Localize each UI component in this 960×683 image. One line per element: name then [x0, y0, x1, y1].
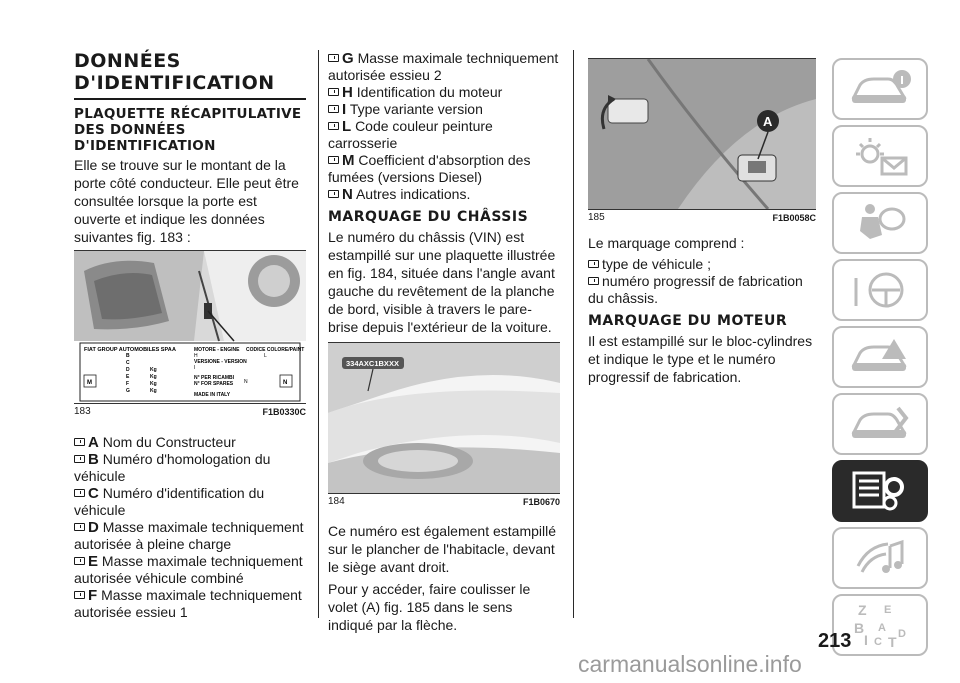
technical-data-icon: [848, 469, 912, 513]
list-item: [328, 84, 560, 101]
plate-letter-h: H: [194, 353, 198, 359]
tab-dashboard-lights[interactable]: [832, 125, 928, 187]
tab-safety[interactable]: [832, 192, 928, 254]
item-letter: I: [342, 101, 347, 118]
plate-made-in: MADE IN ITALY: [194, 392, 231, 398]
bullet-icon: [328, 88, 339, 96]
bullet-icon: [74, 523, 85, 531]
item-text: Identification du moteur: [356, 84, 503, 100]
maintenance-icon: [848, 402, 912, 446]
figure-185: [588, 58, 816, 210]
plate-header: FIAT GROUP AUTOMOBILES SPA: [84, 347, 172, 353]
plate-letter-n: N: [283, 380, 288, 386]
list-item: [328, 152, 560, 186]
figure-185-caption: [588, 210, 816, 224]
bullet-icon: [328, 54, 339, 62]
plate-letter: F: [126, 381, 130, 387]
intro-paragraph: Elle se trouve sur le montant de la porte côté conducteur. Elle peut être consultée lorsque la porte est ouverte et indique les données suivantes fig. 183 :: [74, 157, 299, 245]
item-text: Numéro d'homologation du véhicule: [74, 451, 271, 484]
steering-wheel-icon: [848, 268, 912, 312]
plate-letter: G: [126, 388, 130, 394]
figure-code: F1B0670: [522, 497, 560, 507]
bullet-icon: [588, 260, 599, 268]
list-item: [588, 273, 816, 307]
index-letter: I: [864, 632, 868, 648]
car-info-icon: [848, 67, 912, 111]
bullet-icon: [74, 489, 85, 497]
tab-technical-data[interactable]: [832, 460, 928, 522]
item-letter: N: [342, 186, 353, 203]
marking-list: [588, 256, 816, 307]
bullet-icon: [328, 105, 339, 113]
item-text: Masse maximale techniquement autorisée véhicule combiné: [74, 553, 303, 586]
item-text: numéro progressif de fabrication du châssis.: [588, 273, 803, 306]
index-letter: C: [874, 636, 882, 648]
figure-code: F1B0058C: [772, 213, 816, 223]
plate-letter: E: [126, 374, 130, 380]
plate-letter: D: [126, 367, 130, 373]
item-text: Autres indications.: [355, 186, 471, 202]
tab-breakdown[interactable]: [832, 326, 928, 388]
plate-kg: Kg: [150, 367, 157, 373]
plate-kg: Kg: [150, 388, 157, 394]
item-letter: G: [342, 50, 354, 67]
index-letter: B: [854, 620, 865, 636]
floor-flap-illustration: [588, 59, 816, 209]
plate-letter-l: L: [264, 353, 267, 359]
item-letter: H: [342, 84, 353, 101]
plate-letter-i: I: [194, 365, 196, 371]
list-item: [328, 101, 560, 118]
heading-engine-marking: MARQUAGE DU MOTEUR: [588, 313, 788, 329]
chassis-paragraph: Le numéro du châssis (VIN) est estampillé sur une plaquette illustrée en fig. 184, située dans l'angle avant gauche du revêtement de la planche de bord, visible à travers le pare-brise depuis l'extérieur de la voiture.: [328, 229, 556, 335]
plate-paint-label: CODICE COLORE/PAINT: [246, 347, 305, 353]
item-letter: C: [88, 485, 99, 502]
item-text: Coefficient d'absorption des fumées (versions Diesel): [328, 152, 531, 185]
bullet-icon: [74, 557, 85, 565]
plate-kg: Kg: [150, 374, 157, 380]
figure-number: 184: [328, 496, 345, 507]
heading-chassis-marking: MARQUAGE DU CHÂSSIS: [328, 209, 529, 225]
figure-183: [74, 250, 306, 404]
floor-marking-paragraph: Ce numéro est également estampillé sur le plancher de l'habitacle, devant le siège avant droit.: [328, 523, 557, 575]
item-letter: M: [342, 152, 355, 169]
plate-spares-en: N° FOR SPARES: [194, 381, 234, 387]
bullet-icon: [74, 438, 85, 446]
breakdown-icon: [848, 335, 912, 379]
item-text: Masse maximale techniquement autorisée à pleine charge: [74, 519, 304, 552]
bullet-icon: [588, 277, 599, 285]
windscreen-vin-illustration: [328, 343, 560, 493]
item-letter: B: [88, 451, 99, 468]
plate-letter-n-inner: N: [244, 379, 248, 385]
bullet-icon: [328, 122, 339, 130]
plate-spares-it: N° PER RICAMBI: [194, 375, 235, 381]
plate-letter-m: M: [87, 380, 92, 386]
plate-data-list-continued: [328, 50, 560, 203]
item-text: Masse maximale techniquement autorisée essieu 1: [74, 587, 302, 620]
figure-code: F1B0330C: [262, 407, 306, 417]
subheading-plate: PLAQUETTE RÉCAPITULATIVE DES DONNÉES D'IDENTIFICATION: [74, 106, 302, 154]
bullet-icon: [328, 190, 339, 198]
plate-kg: Kg: [150, 381, 157, 387]
engine-marking-paragraph: Il est estampillé sur le bloc-cylindres et indique le type et le numéro progressif de fabrication.: [588, 333, 813, 385]
item-letter: A: [88, 434, 99, 451]
index-letter: Z: [858, 602, 867, 618]
tab-car-info[interactable]: [832, 58, 928, 120]
heading-divider: [74, 98, 306, 100]
plate-letter-a: A: [172, 347, 176, 353]
list-item: [588, 256, 816, 273]
bullet-icon: [74, 455, 85, 463]
list-item: [328, 118, 560, 152]
tab-driving[interactable]: [832, 259, 928, 321]
figure-184-caption: [328, 494, 560, 508]
item-text: Nom du Constructeur: [102, 434, 236, 450]
callout-letter: A: [763, 114, 773, 129]
page-heading: DONNÉES D'IDENTIFICATION: [74, 50, 275, 94]
item-text: type de véhicule ;: [602, 256, 711, 272]
plate-letter: C: [126, 360, 130, 366]
list-item: [74, 587, 306, 621]
item-text: Numéro d'identification du véhicule: [74, 485, 265, 518]
watermark: carmanualsonline.info: [578, 651, 802, 677]
plate-data-list: [74, 434, 306, 621]
item-letter: L: [342, 118, 352, 135]
page-number: 213: [818, 630, 852, 652]
index-letter: D: [898, 628, 906, 640]
airbag-safety-icon: [848, 201, 912, 245]
door-pillar-plate-illustration: [74, 251, 306, 403]
index-letter: T: [888, 634, 897, 649]
dashboard-lights-icon: [848, 134, 912, 178]
item-text: Masse maximale techniquement autorisée essieu 2: [328, 50, 559, 83]
list-item: [74, 485, 306, 519]
plate-letter: B: [126, 353, 130, 359]
column-engine: [588, 58, 816, 390]
item-text: Code couleur peinture carrosserie: [328, 118, 493, 151]
list-item: [74, 434, 306, 451]
index-letter: E: [884, 604, 892, 616]
figure-number: 185: [588, 212, 605, 223]
item-letter: D: [88, 519, 99, 536]
vin-plate-label: 334AXC1BXXX: [346, 359, 399, 368]
figure-number: 183: [74, 406, 91, 417]
figure-184: [328, 342, 560, 494]
list-item: [74, 519, 306, 553]
item-letter: F: [88, 587, 98, 604]
access-flap-paragraph: Pour y accéder, faire coulisser le volet (A) fig. 185 dans le sens indiqué par la flèche.: [328, 581, 531, 633]
plate-engine-label: MOTORE - ENGINE: [194, 347, 240, 353]
multimedia-icon: [848, 536, 912, 580]
tab-multimedia[interactable]: [832, 527, 928, 589]
index-icon: [848, 601, 912, 649]
item-text: Type variante version: [349, 101, 483, 117]
marking-intro: Le marquage comprend :: [588, 235, 745, 251]
tab-maintenance[interactable]: [832, 393, 928, 455]
chapter-tabs: [832, 58, 928, 661]
list-item: [328, 186, 560, 203]
bullet-icon: [328, 156, 339, 164]
item-letter: E: [88, 553, 99, 570]
list-item: [74, 451, 306, 485]
figure-183-caption: [74, 404, 306, 418]
column-chassis: [328, 50, 560, 638]
bullet-icon: [74, 591, 85, 599]
index-letter: A: [878, 622, 886, 634]
column-divider: [318, 50, 319, 618]
column-identification: [74, 50, 306, 621]
list-item: [328, 50, 560, 84]
column-divider: [573, 50, 574, 618]
plate-version-label: VERSIONE - VERSION: [194, 359, 247, 365]
list-item: [74, 553, 306, 587]
